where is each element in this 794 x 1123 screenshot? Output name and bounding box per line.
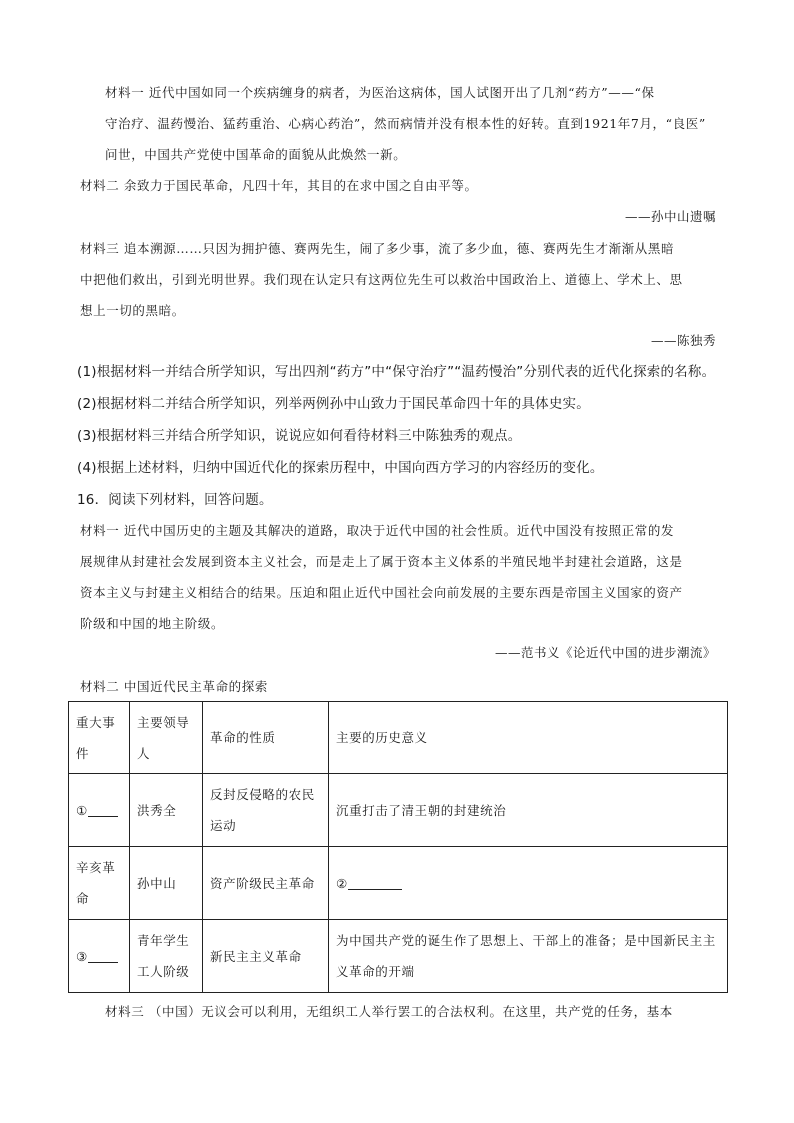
q15-question-2: (2)根据材料二并结合所学知识，列举两例孙中山致力于国民革命四十年的具体史实。 — [77, 396, 590, 412]
row2-event: 辛亥革命 — [69, 847, 130, 920]
row2-leader: 孙中山 — [130, 847, 203, 920]
table-header-row — [69, 702, 728, 774]
q16-material-2-title — [80, 671, 720, 702]
q15-material-3-line-3: 想上一切的黑暗。 — [80, 303, 185, 318]
answer-blank-2[interactable] — [348, 874, 402, 890]
row3-leader: 青年学生工人阶级 — [130, 920, 203, 993]
row2-significance-marker: ② — [336, 875, 348, 891]
q16-material-1-line-4: 阶级和中国的地主阶级。 — [80, 616, 225, 631]
q16-material-1-line-1: 材料一 近代中国历史的主题及其解决的道路，取决于近代中国的社会性质。近代中国没有按照正常的发 — [80, 523, 675, 538]
q16-material-1-source: ——范书义《论近代中国的进步潮流》 — [494, 645, 716, 660]
q15-material-3-line-2: 中把他们救出，引到光明世界。我们现在认定只有这两位先生可以救治中国政治上、道德上、学术上、思 — [80, 272, 683, 287]
q16-material-1 — [80, 515, 720, 639]
row1-event-marker: ① — [76, 802, 88, 818]
row1-significance: 沉重打击了清王朝的封建统治 — [329, 774, 728, 847]
row2-significance — [329, 847, 728, 920]
q15-material-1-line-3: 问世，中国共产党使中国革命的面貌从此焕然一新。 — [105, 147, 407, 162]
q15-material-3-line-1: 材料三 追本溯源……只因为拥护德、赛两先生，闹了多少事，流了多少血，德、赛两先生才渐渐从黑暗 — [80, 241, 675, 256]
revolution-table — [68, 701, 728, 993]
q15-material-2 — [80, 170, 720, 201]
row3-nature: 新民主主义革命 — [203, 920, 329, 993]
q15-material-2-source: ——孙中山遗嘱 — [624, 209, 716, 224]
q15-material-3 — [80, 233, 720, 326]
q16-material-1-line-3: 资本主义与封建主义相结合的结果。压迫和阻止近代中国社会向前发展的主要东西是帝国主义国家的资产 — [80, 585, 683, 600]
answer-blank-1[interactable] — [88, 801, 118, 817]
table-row — [69, 774, 728, 847]
q16-material-1-line-2: 展规律从封建社会发展到资本主义社会，而是走上了属于资本主义体系的半殖民地半封建社会道路，这是 — [80, 554, 683, 569]
q16-material-3 — [80, 996, 720, 1027]
header-significance: 主要的历史意义 — [329, 702, 728, 774]
q16-material-3-line-1: 材料三 （中国）无议会可以利用，无组织工人举行罢工的合法权利。在这里，共产党的任务，基本 — [105, 1004, 673, 1019]
row1-event — [69, 774, 130, 847]
row3-event — [69, 920, 130, 993]
q15-question-1: (1)根据材料一并结合所学知识，写出四剂“药方”中“保守治疗”“温药慢治”分别代表的近代化探索的名称。 — [77, 364, 716, 380]
q15-question-4: (4)根据上述材料，归纳中国近代化的探索历程中，中国向西方学习的内容经历的变化。 — [77, 460, 604, 476]
header-event: 重大事件 — [69, 702, 130, 774]
q15-material-2-text: 材料二 余致力于国民革命，凡四十年，其目的在求中国之自由平等。 — [80, 178, 478, 193]
header-nature: 革命的性质 — [203, 702, 329, 774]
row1-nature: 反封反侵略的农民运动 — [203, 774, 329, 847]
table-row — [69, 920, 728, 993]
row3-event-marker: ③ — [76, 948, 88, 964]
q15-question-3: (3)根据材料三并结合所学知识，说说应如何看待材料三中陈独秀的观点。 — [77, 428, 522, 444]
table-row — [69, 847, 728, 920]
q15-material-1-line-1: 材料一 近代中国如同一个疾病缠身的病者，为医治这病体，国人试图开出了几剂“药方”——“保 — [105, 85, 655, 100]
q15-material-3-source: ——陈独秀 — [650, 333, 716, 348]
q16-title: 16．阅读下列材料，回答问题。 — [77, 492, 273, 508]
header-leader: 主要领导人 — [130, 702, 203, 774]
q15-material-1-line-2: 守治疗、温药慢治、猛药重治、心病心药治”，然而病情并没有根本性的好转。直到1921年7月，“良医” — [105, 116, 706, 131]
q15-material-1 — [80, 77, 720, 170]
row1-leader: 洪秀全 — [130, 774, 203, 847]
row2-nature: 资产阶级民主革命 — [203, 847, 329, 920]
answer-blank-3[interactable] — [88, 947, 118, 963]
q16-material-2-title-text: 材料二 中国近代民主革命的探索 — [80, 679, 268, 694]
row3-significance: 为中国共产党的诞生作了思想上、干部上的准备；是中国新民主主义革命的开端 — [329, 920, 728, 993]
